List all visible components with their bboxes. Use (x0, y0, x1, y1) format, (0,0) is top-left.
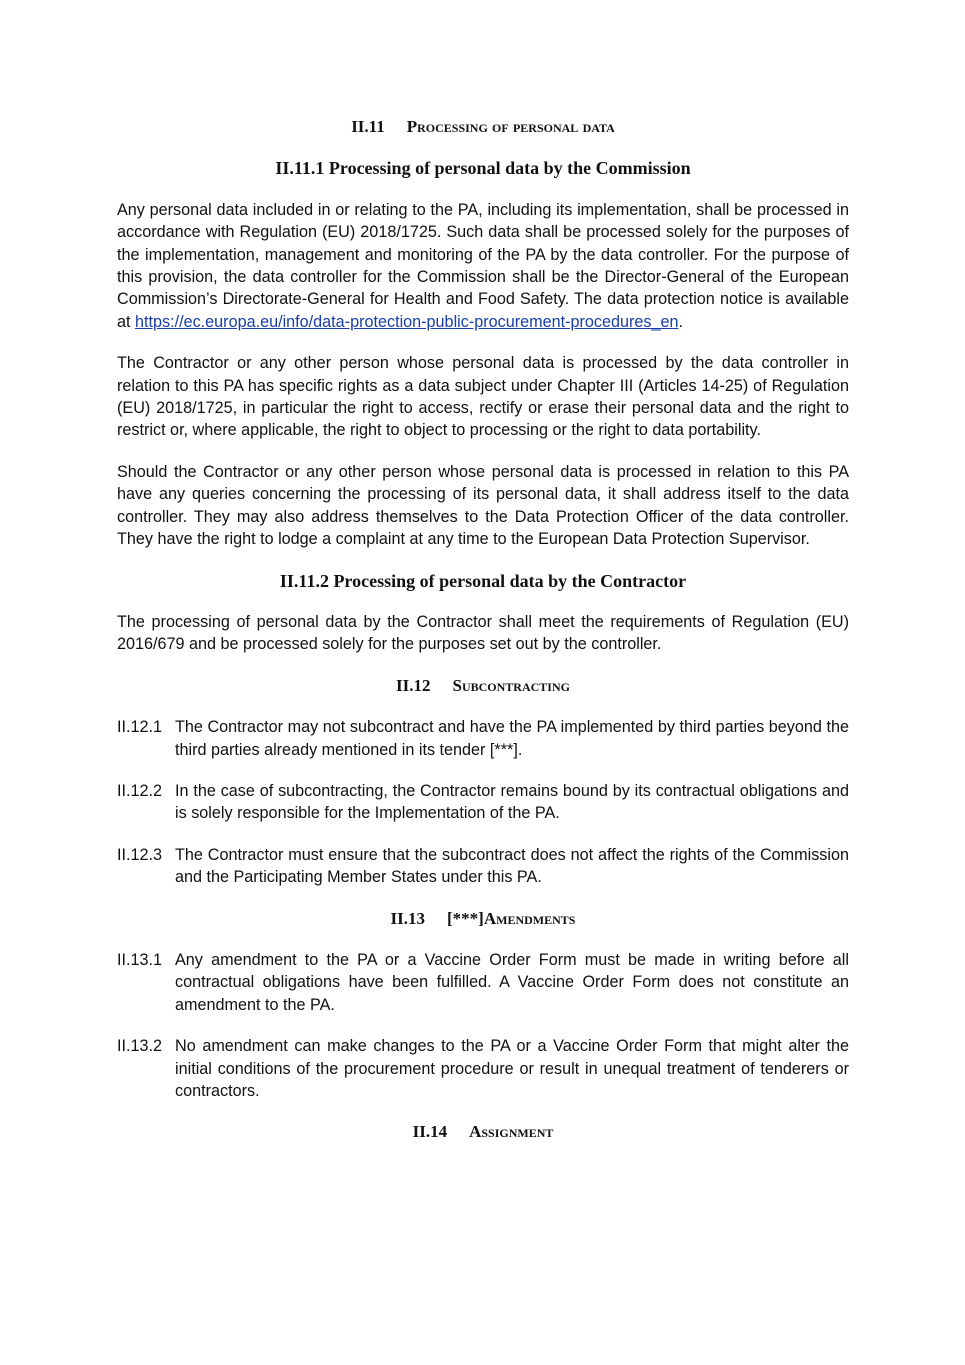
clause-number: II.12.1 (117, 718, 162, 737)
paragraph-text: Any personal data included in or relating to the PA, including its implementation, shall be processed in accordance with Regulation (EU) 2018/1725. Such data shall be processed solely for the purposes of the implementation, management and monitoring of the PA by the data controller. For the purpose of this provision, the data controller for the Commission shall be the Director-General of the European Commission’s Directorate-General for Health and Food Safety. The data protection notice is available at (117, 200, 849, 331)
paragraph-queries: Should the Contractor or any other person whose personal data is processed in relation to this PA have any queries concerning the processing of its personal data, it shall address itself to the data controller. They may also address themselves to the Data Protection Officer of the data controller. They have the right to lodge a complaint at any time to the European Data Protection Supervisor. (117, 462, 849, 549)
subsection-heading-ii-11-1: II.11.1 Processing of personal data by the Commission (275, 158, 691, 179)
clause-text: The Contractor may not subcontract and have the PA implemented by third parties beyond the third parties already mentioned in its tender [***]. (175, 718, 849, 759)
clause-ii-13-1 (117, 949, 849, 1016)
section-heading-ii-12 (117, 675, 849, 697)
page-content (117, 116, 849, 1163)
section-number: II.11 (351, 117, 385, 136)
paragraph-commission-processing (117, 199, 849, 333)
clause-number: II.12.2 (117, 781, 162, 800)
clause-ii-12-3 (117, 844, 849, 889)
section-number: II.12 (396, 675, 431, 695)
paragraph-end: . (678, 312, 683, 331)
clause-text: No amendment can make changes to the PA or a Vaccine Order Form that might alter the initial conditions of the procurement procedure or result in unequal treatment of tenderers or contractors. (175, 1037, 849, 1100)
section-title: Assignment (469, 1122, 554, 1142)
clause-ii-12-2 (117, 780, 849, 825)
clause-ii-12-1 (117, 716, 849, 761)
clause-number: II.13.1 (117, 950, 162, 969)
section-title: Processing of personal data (406, 117, 615, 136)
data-protection-notice-link[interactable]: https://ec.europa.eu/info/data-protection-public-procurement-procedures_en (135, 312, 679, 331)
clause-ii-13-2 (117, 1035, 849, 1102)
clause-text: In the case of subcontracting, the Contractor remains bound by its contractual obligations and is solely responsible for the Implementation of the PA. (175, 781, 849, 823)
clause-number: II.13.2 (117, 1037, 162, 1056)
clause-number: II.12.3 (117, 845, 162, 864)
clause-text: Any amendment to the PA or a Vaccine Order Form must be made in writing before all contractual obligations have been fulfilled. A Vaccine Order Form does not constitute an amendment to the PA. (175, 950, 849, 1014)
section-title: [***]Amendments (447, 908, 576, 928)
clause-text: The Contractor must ensure that the subcontract does not affect the rights of the Commission and the Participating Member States under this PA. (175, 845, 849, 887)
section-title: Subcontracting (452, 675, 570, 695)
section-number: II.13 (390, 908, 426, 928)
paragraph-data-subject-rights: The Contractor or any other person whose personal data is processed by the data controller in relation to this PA has specific rights as a data subject under Chapter III (Articles 14-25) of Regulation (EU) 2018/1725, in particular the right to access, rectify or erase their personal data and the right to restrict or, where applicable, the right to object to processing or the right to data portability. (117, 354, 849, 440)
section-number: II.14 (412, 1122, 448, 1142)
section-heading-ii-13 (117, 908, 849, 930)
paragraph-contractor-processing: The processing of personal data by the Contractor shall meet the requirements of Regulation (EU) 2016/679 and be processed solely for the purposes set out by the controller. (117, 612, 849, 654)
section-heading-ii-14 (117, 1121, 849, 1143)
subsection-heading-ii-11-2: II.11.2 Processing of personal data by the Contractor (279, 570, 687, 591)
section-heading-ii-11 (117, 116, 849, 138)
